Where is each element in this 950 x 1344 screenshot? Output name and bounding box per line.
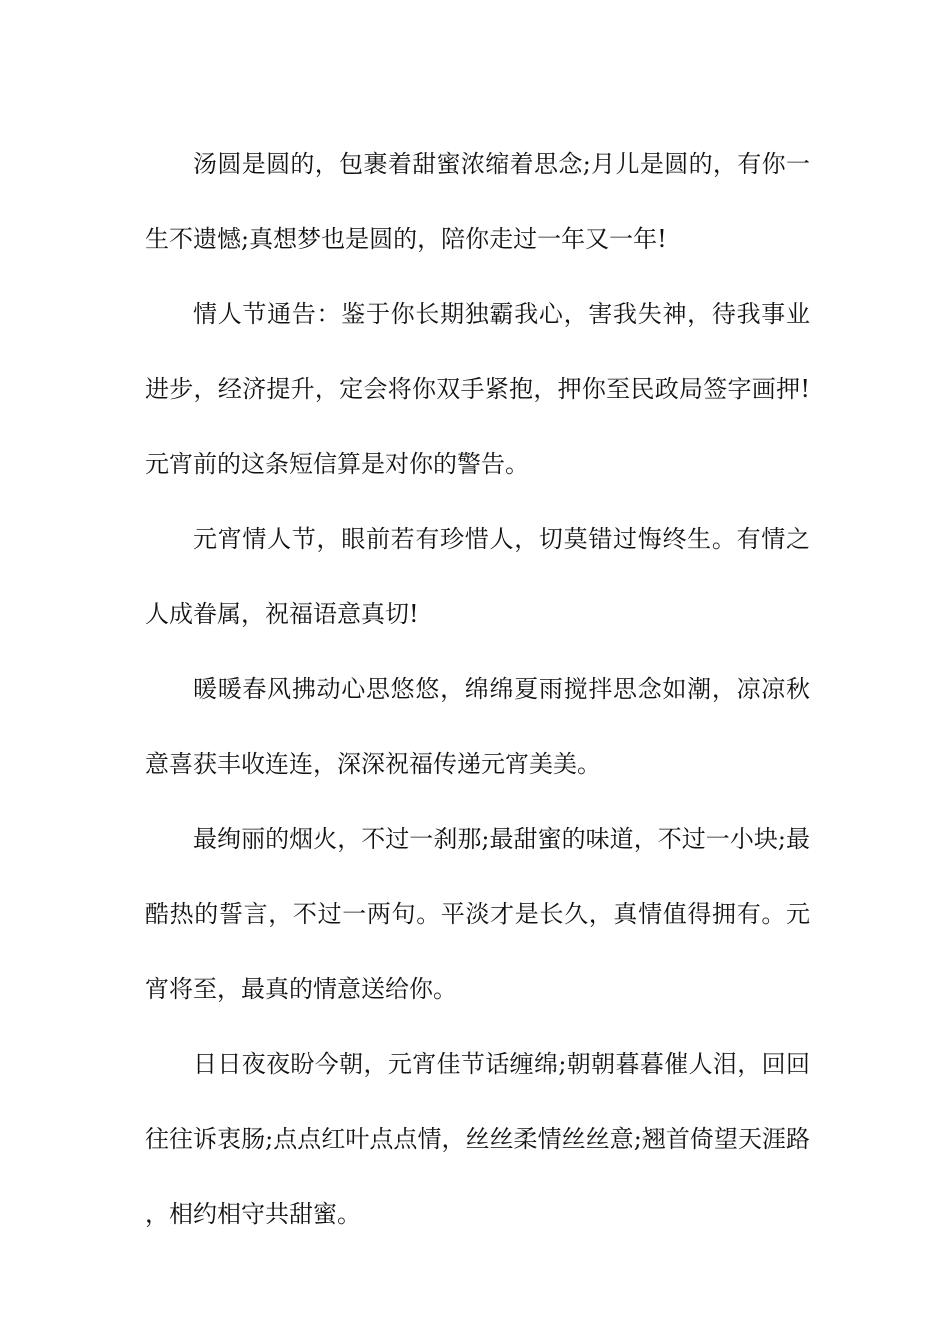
paragraph-5: 最绚丽的烟火，不过一刹那;最甜蜜的味道，不过一小块;最酷热的誓言，不过一两句。平淡才是长久，真情值得拥有。元宵将至，最真的情意送给你。: [145, 825, 810, 1003]
paragraph-2: 情人节通告：鉴于你长期独霸我心，害我失神，待我事业进步，经济提升，定会将你双手紧抱，押你至民政局签字画押!元宵前的这条短信算是对你的警告。: [145, 300, 810, 478]
paragraph-3: 元宵情人节，眼前若有珍惜人，切莫错过悔终生。有情之人成眷属，祝福语意真切!: [145, 525, 810, 628]
paragraph-1: 汤圆是圆的，包裹着甜蜜浓缩着思念;月儿是圆的，有你一生不遗憾;真想梦也是圆的，陪你走过一年又一年!: [145, 150, 810, 253]
paragraph-4: 暖暖春风拂动心思悠悠，绵绵夏雨搅拌思念如潮，凉凉秋意喜获丰收连连，深深祝福传递元宵美美。: [145, 675, 810, 778]
document-body: [145, 127, 810, 1252]
paragraph-6: 日日夜夜盼今朝，元宵佳节话缠绵;朝朝暮暮催人泪，回回往往诉衷肠;点点红叶点点情，丝丝柔情丝丝意;翘首倚望天涯路，相约相守共甜蜜。: [145, 1050, 810, 1228]
